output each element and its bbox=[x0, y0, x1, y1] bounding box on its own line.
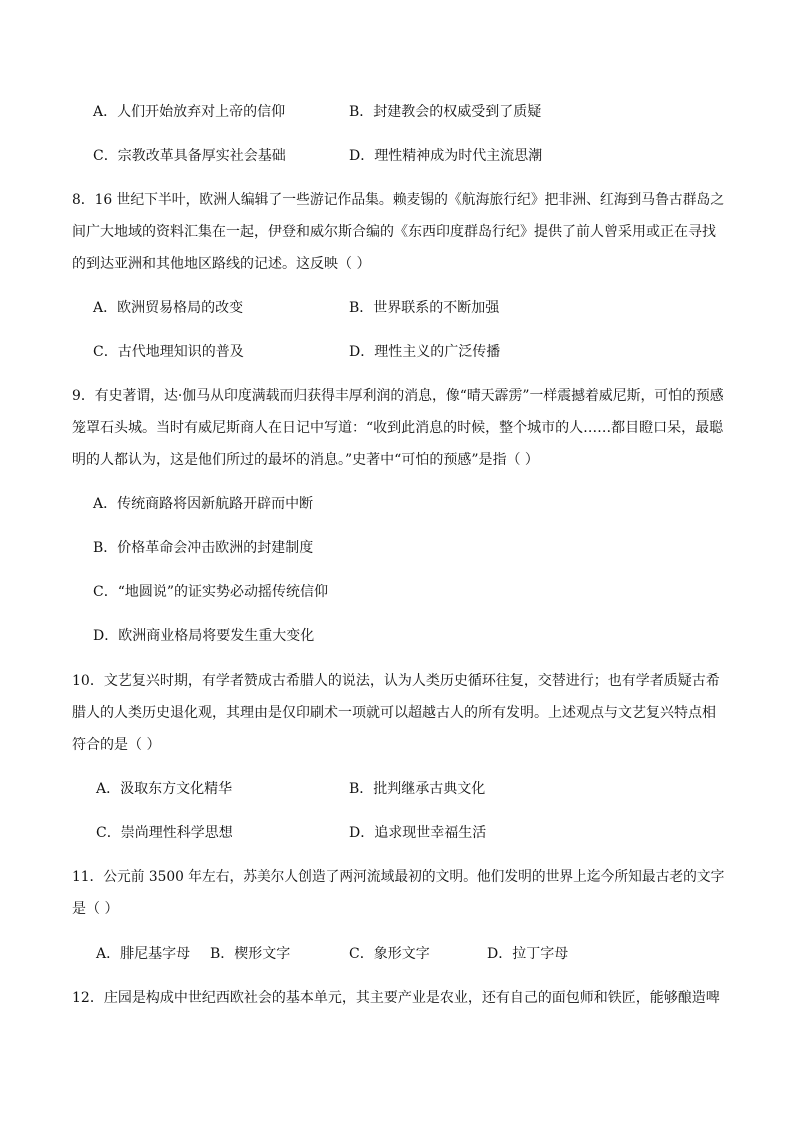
q9-stem-line-2: 笼罩石头城。当时有威尼斯商人在日记中写道：“收到此消息的时候，整个城市的人……都目瞪口呆，最聪 bbox=[72, 420, 724, 436]
q8-stem-line-2: 间广大地域的资料汇集在一起，伊登和威尔斯合编的《东西印度群岛行纪》提供了前人曾采用或正在寻找 bbox=[72, 224, 716, 240]
q8-stem-line-3: 的到达亚洲和其他地区路线的记述。这反映（ ） bbox=[72, 256, 371, 272]
q10-stem-line-3: 符合的是（ ） bbox=[72, 737, 161, 753]
q8-option-b: B．世界联系的不断加强 bbox=[349, 300, 500, 316]
q7-option-d: D．理性精神成为时代主流思潮 bbox=[349, 148, 543, 164]
q7-option-b: B．封建教会的权威受到了质疑 bbox=[349, 104, 542, 120]
q7-option-a: A．人们开始放弃对上帝的信仰 bbox=[93, 104, 286, 120]
q11-stem-line-1: 11．公元前 3500 年左右，苏美尔人创造了两河流域最初的文明。他们发明的世界上迄今所知最古老的文字 bbox=[72, 869, 725, 885]
q11-stem-line-2: 是（ ） bbox=[72, 901, 119, 917]
q9-stem-line-1: 9．有史著谓，达·伽马从印度满载而归获得丰厚利润的消息，像“晴天霹雳”一样震撼着威尼斯，可怕的预感 bbox=[72, 388, 724, 404]
q8-option-c: C．古代地理知识的普及 bbox=[93, 344, 244, 360]
q8-option-a: A．欧洲贸易格局的改变 bbox=[93, 300, 244, 316]
q10-option-d: D．追求现世幸福生活 bbox=[349, 825, 487, 841]
q10-stem-line-2: 腊人的人类历史退化观，其理由是仅印刷术一项就可以超越古人的所有发明。上述观点与文艺复兴特点相 bbox=[72, 705, 716, 721]
q9-option-a: A．传统商路将因新航路开辟而中断 bbox=[93, 496, 314, 512]
q7-option-c: C．宗教改革具备厚实社会基础 bbox=[93, 148, 286, 164]
q11-option-c: C．象形文字 bbox=[349, 946, 430, 962]
q9-option-b: B．价格革命会冲击欧洲的封建制度 bbox=[93, 540, 314, 556]
q9-stem-line-3: 明的人都认为，这是他们所过的最坏的消息。”史著中“可怕的预感”是指（ ） bbox=[72, 452, 539, 468]
q11-option-a: A．腓尼基字母 bbox=[96, 946, 191, 962]
q9-option-c: C．“地圆说”的证实势必动摇传统信仰 bbox=[93, 584, 329, 600]
q10-option-a: A．汲取东方文化精华 bbox=[96, 781, 233, 797]
q8-stem-line-1: 8．16 世纪下半叶，欧洲人编辑了一些游记作品集。赖麦锡的《航海旅行纪》把非洲、红海到马鲁古群岛之 bbox=[72, 192, 725, 208]
q10-option-b: B．批判继承古典文化 bbox=[349, 781, 486, 797]
q9-option-d: D．欧洲商业格局将要发生重大变化 bbox=[93, 628, 315, 644]
q12-stem-line-1: 12．庄园是构成中世纪西欧社会的基本单元，其主要产业是农业，还有自己的面包师和铁匠，能够酿造啤 bbox=[72, 990, 720, 1006]
q11-option-b: B．楔形文字 bbox=[210, 946, 291, 962]
q11-option-d: D．拉丁字母 bbox=[487, 946, 569, 962]
q10-option-c: C．崇尚理性科学思想 bbox=[96, 825, 233, 841]
q8-option-d: D．理性主义的广泛传播 bbox=[349, 344, 501, 360]
q10-stem-line-1: 10．文艺复兴时期，有学者赞成古希腊人的说法，认为人类历史循环往复，交替进行；也有学者质疑古希 bbox=[72, 673, 720, 689]
